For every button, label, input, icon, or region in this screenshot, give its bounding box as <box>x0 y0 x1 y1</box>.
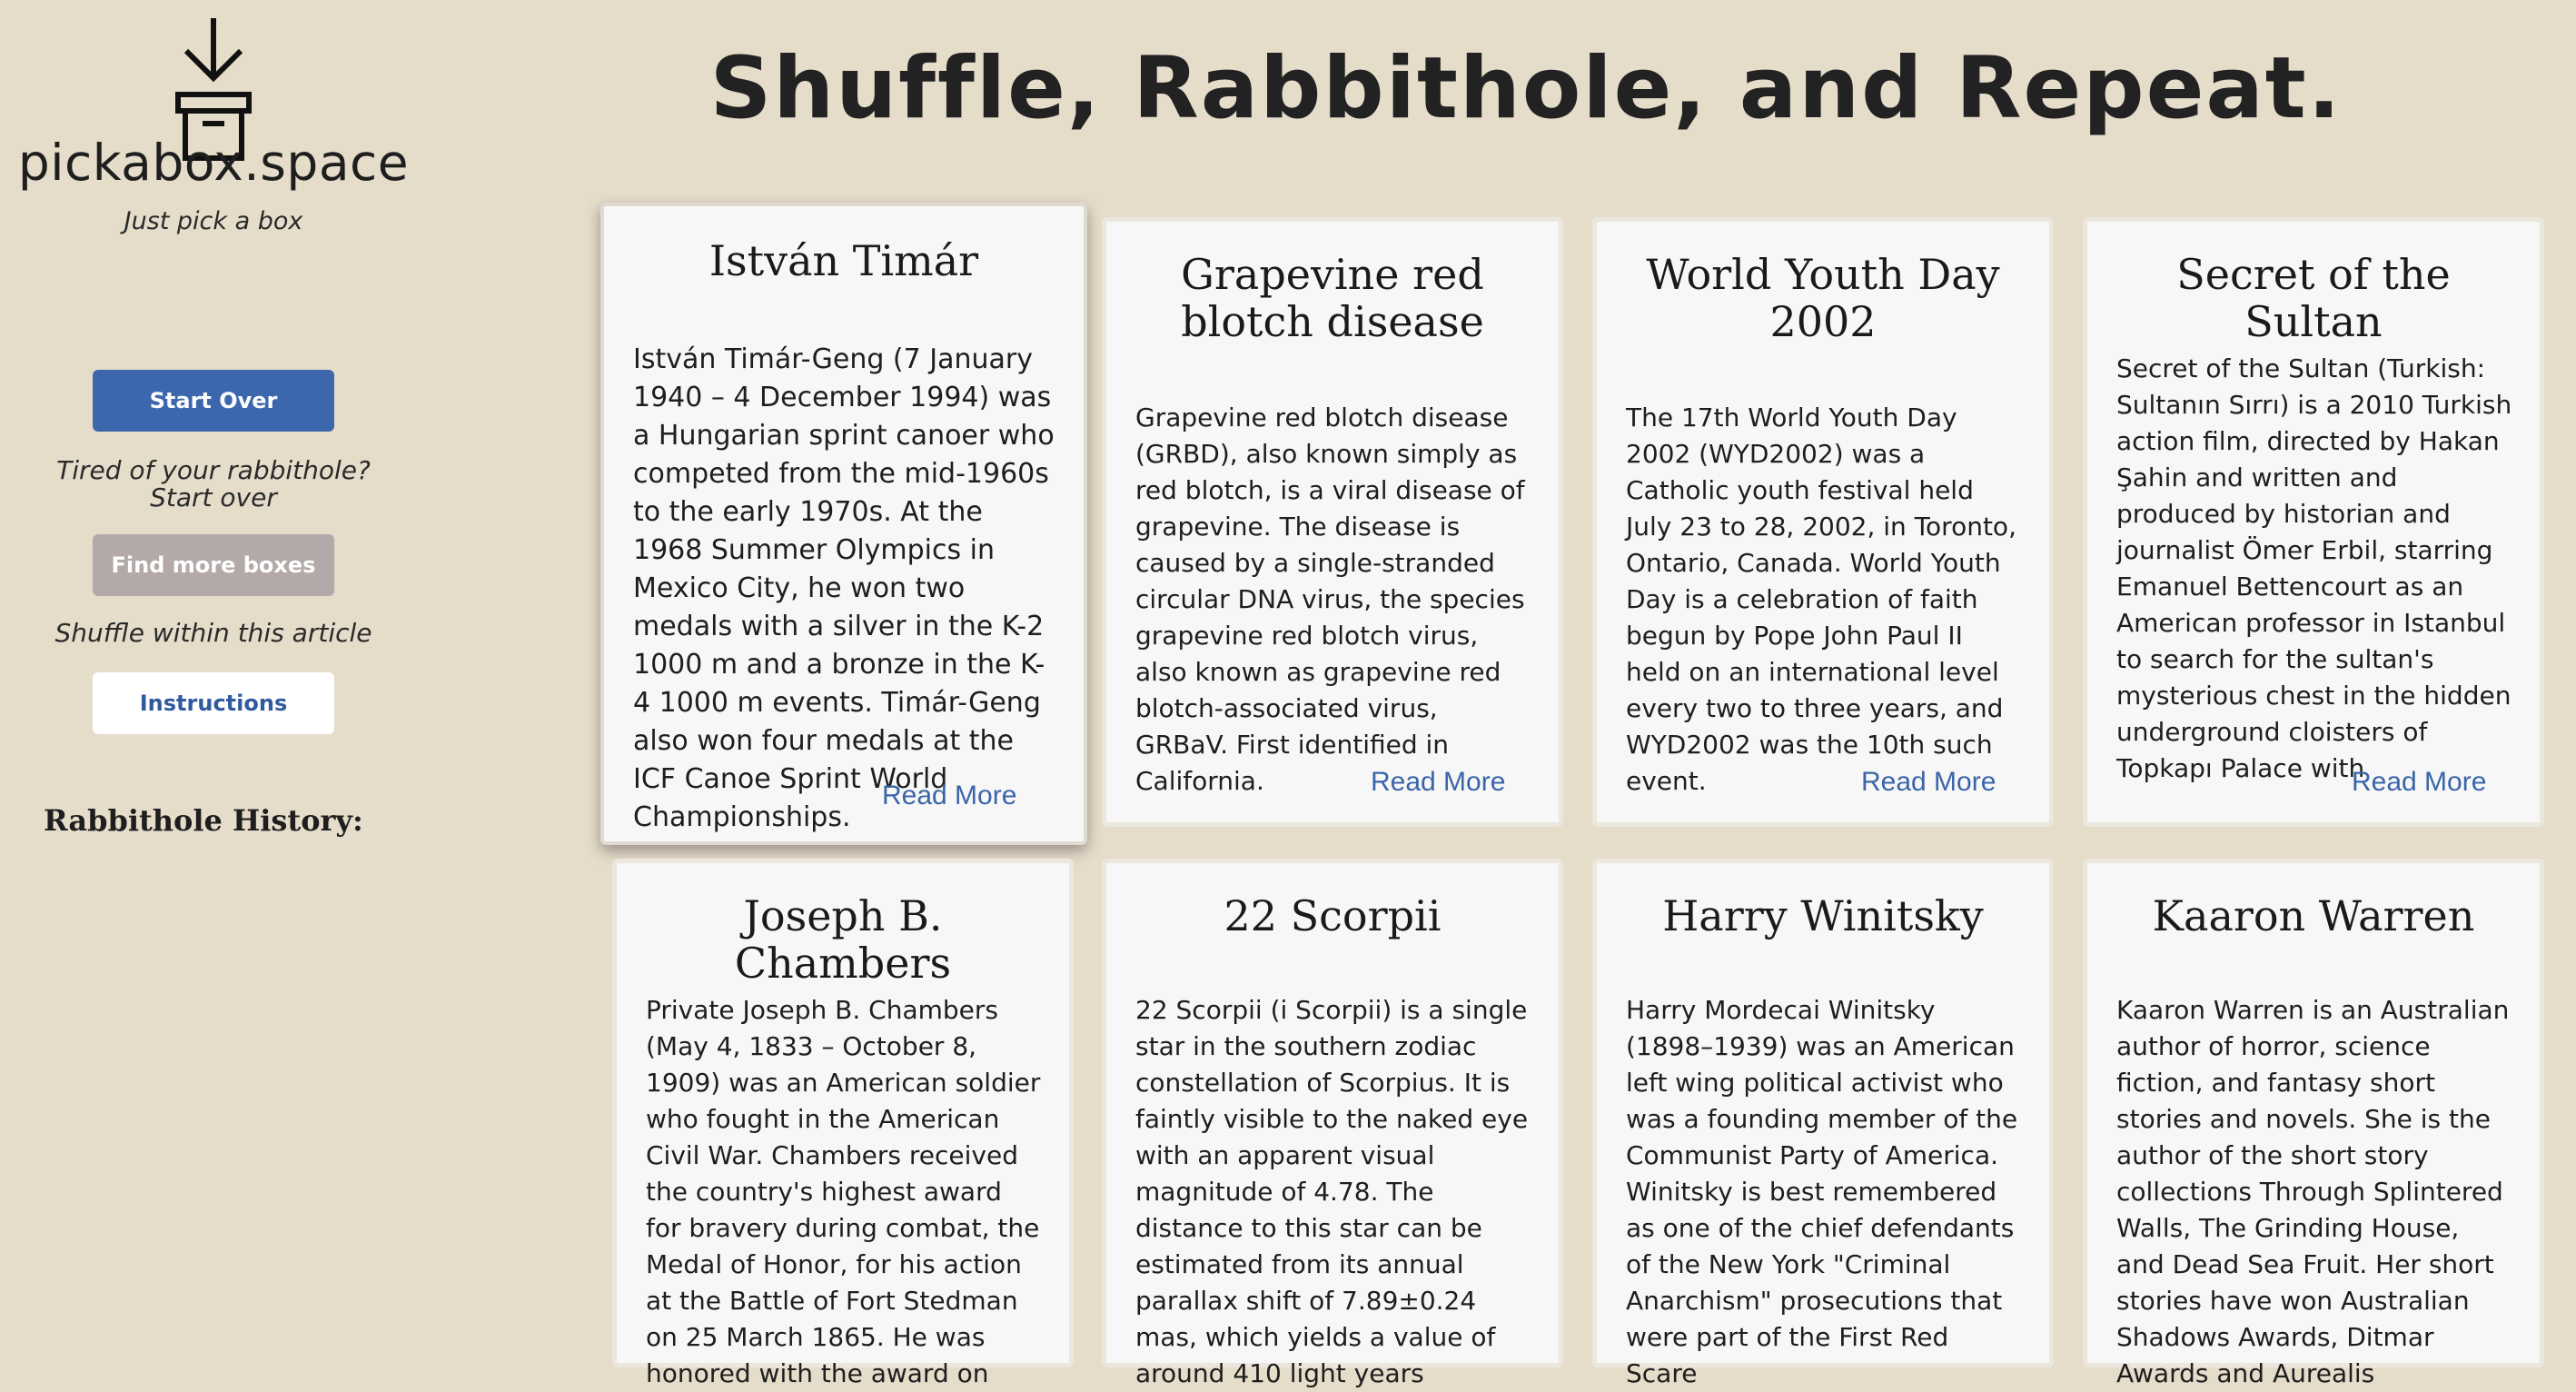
instructions-button[interactable]: Instructions <box>93 672 334 734</box>
card-title: World Youth Day 2002 <box>1646 250 2000 346</box>
article-card[interactable] <box>1102 217 1563 827</box>
rabbithole-history-heading: Rabbithole History: <box>44 803 363 838</box>
find-more-boxes-button[interactable]: Find more boxes <box>93 534 334 596</box>
card-title: István Timár <box>708 236 979 285</box>
card-title: Secret of the Sultan <box>2176 250 2451 346</box>
card-summary: István Timár-Geng (7 January 1940 – 4 December 1994) was a Hungarian sprint canoer who competed from the mid-1960s to the early 1970s. At the 1968 Summer Olympics in Mexico City, he won two medals with a silver in the K-2 1000 m and a bronze in the K-4 1000 m events. Timár-Geng also won four medals at the ICF Canoe Sprint World Championships. <box>633 343 1055 833</box>
card-summary: Private Joseph B. Chambers (May 4, 1833 – October 8, 1909) was an American soldier who fought in the American Civil War. Chambers received the country's highest award for bravery during combat, the Medal of Honor, for his action at the Battle of Fort Stedman on 25 March 1865. He was honored with the award on <box>646 995 1041 1388</box>
article-card[interactable] <box>600 203 1087 845</box>
card-title: Joseph B. Chambers <box>734 891 952 988</box>
find-more-hint: Shuffle within this article <box>54 618 372 648</box>
read-more-link[interactable]: Read More <box>2352 767 2487 797</box>
logo-tagline: Just pick a box <box>124 207 303 235</box>
card-title: Harry Winitsky <box>1662 891 1984 940</box>
card-title: Grapevine red blotch disease <box>1181 250 1484 346</box>
card-title: Kaaron Warren <box>2152 891 2475 940</box>
card-summary: Grapevine red blotch disease (GRBD), also known simply as red blotch, is a viral disease of grapevine. The disease is caused by a single-stranded circular DNA virus, the species grapevine red blotch virus, also known as grapevine red blotch-associated virus, GRBaV. First identified in California. <box>1135 403 1525 796</box>
card-summary: Harry Mordecai Winitsky (1898–1939) was an American left wing political activist who was a founding member of the Communist Party of America. Winitsky is best remembered as one of the chief defendants of the New York "Criminal Anarchism" prosecutions that were part of the First Red Scare <box>1626 995 2018 1388</box>
start-over-button[interactable]: Start Over <box>93 370 334 432</box>
page-title: Shuffle, Rabbithole, and Repeat. <box>709 39 2343 138</box>
sidebar <box>0 0 427 1337</box>
read-more-link[interactable]: Read More <box>1861 767 1996 797</box>
card-title: 22 Scorpii <box>1224 891 1442 940</box>
read-more-link[interactable]: Read More <box>1371 767 1506 797</box>
article-card[interactable] <box>2083 217 2544 827</box>
card-summary: Kaaron Warren is an Australian author of horror, science fiction, and fantasy short stories and novels. She is the author of the short story collections Through Splintered Walls, The Grinding House, and Dead Sea Fruit. Her short stories have won Australian Shadows Awards, Ditmar Awards and Aurealis <box>2116 995 2510 1388</box>
read-more-link[interactable]: Read More <box>882 781 1017 810</box>
article-card[interactable] <box>612 859 1074 1388</box>
card-summary: Secret of the Sultan (Turkish: Sultanın Sırrı) is a 2010 Turkish action film, directed by Hakan Şahin and written and produced by historian and journalist Ömer Erbil, starring Emanuel Bettencourt as an American professor in Istanbul to search for the sultan's mysterious chest in the hidden underground cloisters of Topkapı Palace with <box>2116 353 2512 783</box>
article-card[interactable] <box>2083 859 2544 1388</box>
article-card[interactable] <box>1592 217 2054 827</box>
logo-title: pickabox.space <box>17 134 410 192</box>
card-summary: 22 Scorpii (i Scorpii) is a single star in the southern zodiac constellation of Scorpius. It is faintly visible to the naked eye with an apparent visual magnitude of 4.78. The distance to this star can be estimated from its annual parallax shift of 7.89±0.24 mas, which yields a value of around 410 light years <box>1135 995 1529 1388</box>
article-card[interactable] <box>1102 859 1563 1388</box>
article-card[interactable] <box>1592 859 2054 1388</box>
card-summary: The 17th World Youth Day 2002 (WYD2002) was a Catholic youth festival held July 23 to 28, 2002, in Toronto, Ontario, Canada. World Youth Day is a celebration of faith begun by Pope John Paul II held on an international level every two to three years, and WYD2002 was the 10th such event. <box>1626 403 2016 796</box>
start-over-hint: Tired of your rabbithole? Start over <box>56 455 371 512</box>
